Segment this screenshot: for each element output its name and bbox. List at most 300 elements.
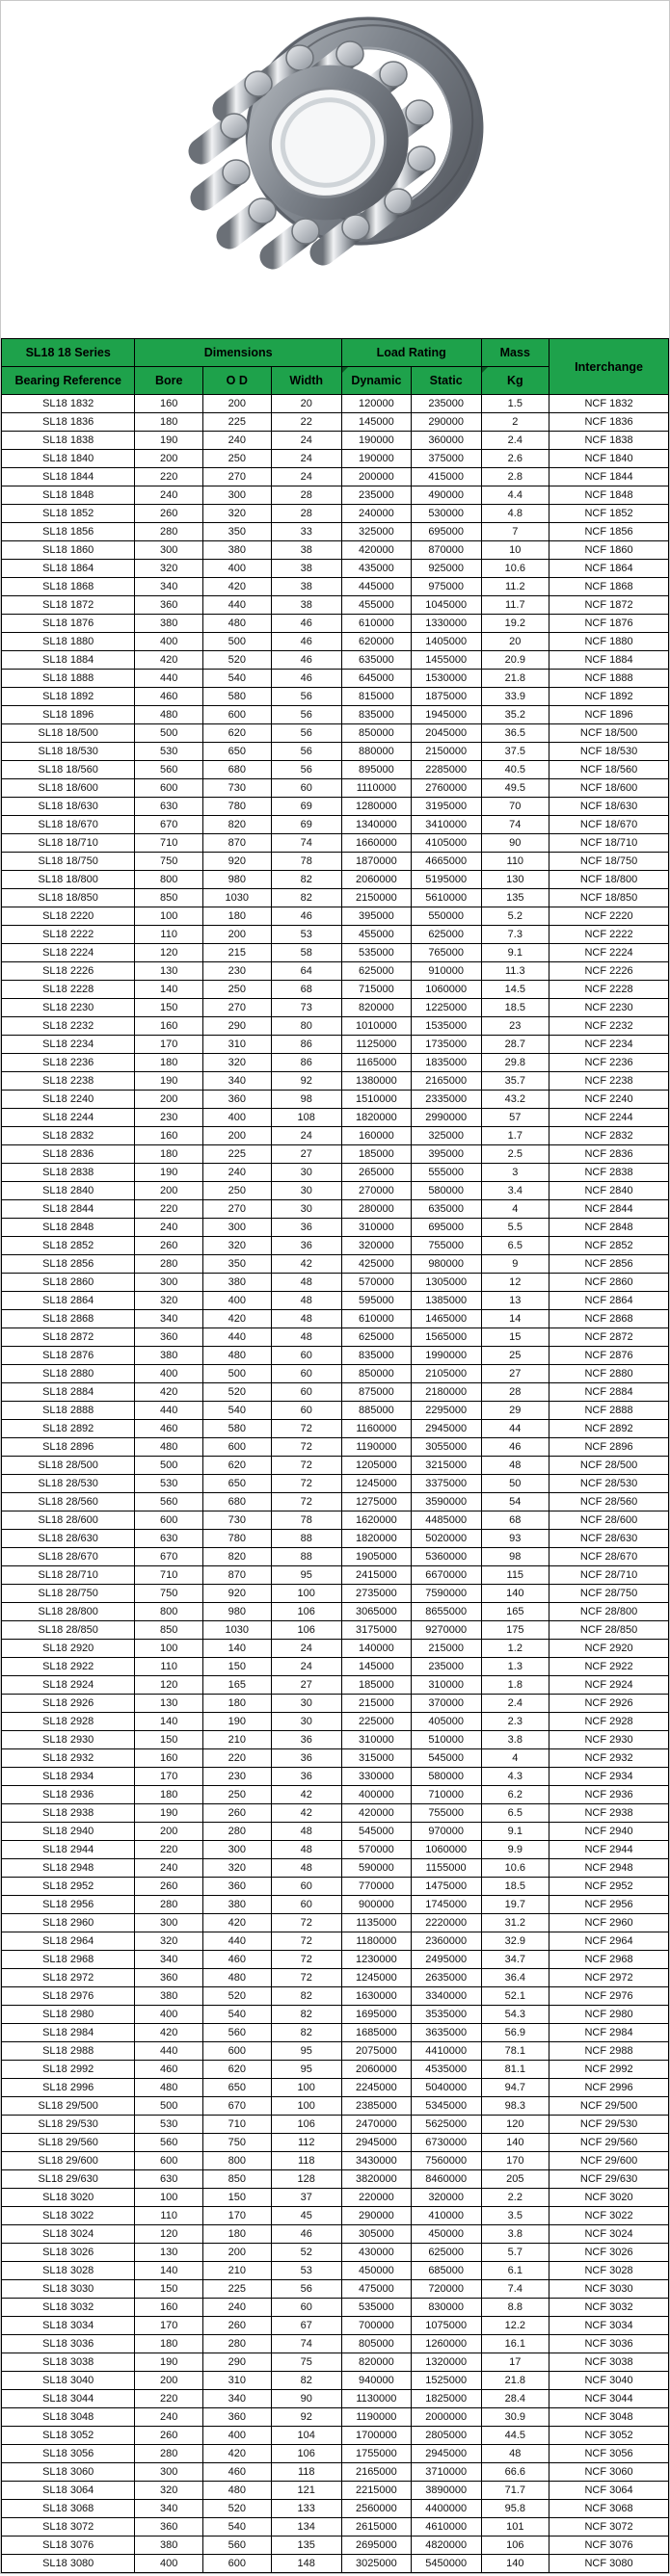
cell-kg: 120	[481, 2116, 549, 2134]
cell-interchange: NCF 2996	[549, 2079, 669, 2097]
table-row	[2, 1091, 669, 1109]
cell-interchange: NCF 2836	[549, 1145, 669, 1164]
cell-width: 72	[271, 1457, 341, 1475]
cell-static: 8655000	[411, 1603, 481, 1621]
cell-interchange: NCF 2226	[549, 962, 669, 981]
cell-interchange: NCF 2856	[549, 1255, 669, 1274]
cell-width: 36	[271, 1237, 341, 1255]
cell-interchange: NCF 2968	[549, 1951, 669, 1969]
cell-od: 200	[202, 2244, 271, 2262]
cell-dynamic: 770000	[341, 1878, 411, 1896]
cell-width: 100	[271, 2097, 341, 2116]
cell-width: 56	[271, 724, 341, 743]
cell-bearing-reference: SL18 18/500	[2, 724, 135, 743]
table-row	[2, 1731, 669, 1749]
cell-od: 980	[202, 1603, 271, 1621]
cell-od: 820	[202, 816, 271, 834]
cell-kg: 9.1	[481, 944, 549, 962]
cell-static: 1475000	[411, 1878, 481, 1896]
table-row	[2, 1768, 669, 1786]
cell-interchange: NCF 2938	[549, 1804, 669, 1823]
cell-dynamic: 3820000	[341, 2170, 411, 2189]
cell-width: 27	[271, 1676, 341, 1695]
cell-od: 260	[202, 2317, 271, 2335]
cell-bearing-reference: SL18 1884	[2, 651, 135, 670]
cell-bearing-reference: SL18 2944	[2, 1841, 135, 1859]
cell-dynamic: 185000	[341, 1145, 411, 1164]
cell-bearing-reference: SL18 28/600	[2, 1511, 135, 1530]
cell-static: 1530000	[411, 670, 481, 688]
cell-width: 60	[271, 1878, 341, 1896]
cell-static: 1305000	[411, 1274, 481, 1292]
cell-od: 440	[202, 1328, 271, 1347]
table-row	[2, 962, 669, 981]
cell-bore: 160	[135, 2299, 203, 2317]
cell-bore: 120	[135, 2225, 203, 2244]
cell-od: 360	[202, 2408, 271, 2427]
cell-bore: 480	[135, 706, 203, 724]
cell-width: 106	[271, 1603, 341, 1621]
cell-static: 490000	[411, 486, 481, 505]
cell-bearing-reference: SL18 2988	[2, 2042, 135, 2061]
table-row	[2, 1109, 669, 1127]
cell-dynamic: 1160000	[341, 1420, 411, 1438]
cell-static: 755000	[411, 1237, 481, 1255]
cell-kg: 1.7	[481, 1127, 549, 1145]
cell-interchange: NCF 1832	[549, 395, 669, 413]
cell-dynamic: 885000	[341, 1402, 411, 1420]
cell-width: 60	[271, 1896, 341, 1914]
cell-interchange: NCF 1888	[549, 670, 669, 688]
cell-interchange: NCF 1838	[549, 432, 669, 450]
cell-bearing-reference: SL18 2234	[2, 1036, 135, 1054]
cell-kg: 6.5	[481, 1804, 549, 1823]
cell-width: 92	[271, 1072, 341, 1091]
cell-width: 36	[271, 1749, 341, 1768]
cell-width: 45	[271, 2207, 341, 2225]
cell-bore: 280	[135, 2445, 203, 2463]
cell-bore: 500	[135, 2097, 203, 2116]
cell-interchange: NCF 29/600	[549, 2152, 669, 2170]
cell-static: 580000	[411, 1182, 481, 1200]
cell-od: 480	[202, 1969, 271, 1987]
cell-interchange: NCF 1852	[549, 505, 669, 523]
cell-static: 5345000	[411, 2097, 481, 2116]
cell-interchange: NCF 2888	[549, 1402, 669, 1420]
cell-interchange: NCF 2234	[549, 1036, 669, 1054]
cell-static: 235000	[411, 395, 481, 413]
cell-static: 1385000	[411, 1292, 481, 1310]
cell-bore: 200	[135, 1182, 203, 1200]
cell-od: 380	[202, 1896, 271, 1914]
cell-interchange: NCF 2880	[549, 1365, 669, 1383]
cell-kg: 7.3	[481, 926, 549, 944]
cell-static: 360000	[411, 432, 481, 450]
cell-width: 30	[271, 1182, 341, 1200]
cell-width: 82	[271, 2006, 341, 2024]
cell-od: 360	[202, 1091, 271, 1109]
cell-interchange: NCF 28/530	[549, 1475, 669, 1493]
table-row	[2, 2097, 669, 2116]
cell-kg: 14	[481, 1310, 549, 1328]
cell-bearing-reference: SL18 2232	[2, 1017, 135, 1036]
cell-interchange: NCF 18/530	[549, 743, 669, 761]
cell-od: 320	[202, 1054, 271, 1072]
cell-width: 112	[271, 2134, 341, 2152]
cell-kg: 43.2	[481, 1091, 549, 1109]
cell-width: 60	[271, 779, 341, 798]
cell-interchange: NCF 2992	[549, 2061, 669, 2079]
cell-static: 695000	[411, 523, 481, 541]
cell-interchange: NCF 2228	[549, 981, 669, 999]
table-row	[2, 1237, 669, 1255]
cell-od: 580	[202, 1420, 271, 1438]
cell-width: 69	[271, 798, 341, 816]
cell-bearing-reference: SL18 2922	[2, 1658, 135, 1676]
cell-bearing-reference: SL18 2948	[2, 1859, 135, 1878]
cell-od: 420	[202, 2445, 271, 2463]
cell-interchange: NCF 2922	[549, 1658, 669, 1676]
cell-dynamic: 445000	[341, 578, 411, 596]
cell-bore: 800	[135, 871, 203, 889]
cell-width: 24	[271, 468, 341, 486]
cell-bearing-reference: SL18 2848	[2, 1219, 135, 1237]
cell-od: 540	[202, 1402, 271, 1420]
cell-dynamic: 1660000	[341, 834, 411, 853]
cell-bearing-reference: SL18 18/670	[2, 816, 135, 834]
cell-static: 1260000	[411, 2335, 481, 2353]
cell-kg: 70	[481, 798, 549, 816]
cell-od: 200	[202, 926, 271, 944]
cell-bore: 460	[135, 2061, 203, 2079]
cell-width: 88	[271, 1548, 341, 1566]
cell-bearing-reference: SL18 2852	[2, 1237, 135, 1255]
cell-bearing-reference: SL18 18/750	[2, 853, 135, 871]
cell-bearing-reference: SL18 29/560	[2, 2134, 135, 2152]
cell-bore: 180	[135, 1145, 203, 1164]
table-row	[2, 2408, 669, 2427]
cell-bearing-reference: SL18 2240	[2, 1091, 135, 1109]
cell-dynamic: 2075000	[341, 2042, 411, 2061]
cell-kg: 4	[481, 1749, 549, 1768]
cell-interchange: NCF 2892	[549, 1420, 669, 1438]
cell-dynamic: 1010000	[341, 1017, 411, 1036]
cell-kg: 7.4	[481, 2280, 549, 2299]
table-row	[2, 1603, 669, 1621]
cell-od: 310	[202, 2372, 271, 2390]
cell-bearing-reference: SL18 1852	[2, 505, 135, 523]
cell-static: 550000	[411, 907, 481, 926]
cell-kg: 74	[481, 816, 549, 834]
table-row	[2, 724, 669, 743]
table-row	[2, 541, 669, 560]
cell-static: 980000	[411, 1255, 481, 1274]
cell-od: 380	[202, 541, 271, 560]
cell-dynamic: 820000	[341, 2353, 411, 2372]
cell-width: 46	[271, 633, 341, 651]
table-row	[2, 981, 669, 999]
cell-od: 420	[202, 578, 271, 596]
cell-static: 710000	[411, 1786, 481, 1804]
cell-dynamic: 3025000	[341, 2555, 411, 2573]
cell-kg: 9.1	[481, 1823, 549, 1841]
cell-dynamic: 1190000	[341, 1438, 411, 1457]
cell-interchange: NCF 1892	[549, 688, 669, 706]
cell-bearing-reference: SL18 2228	[2, 981, 135, 999]
cell-od: 250	[202, 1182, 271, 1200]
cell-bore: 420	[135, 651, 203, 670]
cell-bore: 170	[135, 1768, 203, 1786]
table-row	[2, 2427, 669, 2445]
cell-static: 2635000	[411, 1969, 481, 1987]
cell-kg: 57	[481, 1109, 549, 1127]
cell-bearing-reference: SL18 2876	[2, 1347, 135, 1365]
cell-bearing-reference: SL18 1860	[2, 541, 135, 560]
cell-dynamic: 315000	[341, 1749, 411, 1768]
table-row	[2, 1438, 669, 1457]
cell-bore: 130	[135, 2244, 203, 2262]
cell-dynamic: 2245000	[341, 2079, 411, 2097]
cell-kg: 4.3	[481, 1768, 549, 1786]
table-row	[2, 1292, 669, 1310]
table-row	[2, 413, 669, 432]
cell-width: 134	[271, 2518, 341, 2537]
cell-interchange: NCF 28/750	[549, 1585, 669, 1603]
cell-bore: 420	[135, 1383, 203, 1402]
cell-dynamic: 645000	[341, 670, 411, 688]
cell-bearing-reference: SL18 1864	[2, 560, 135, 578]
cell-width: 118	[271, 2152, 341, 2170]
cell-width: 46	[271, 651, 341, 670]
cell-od: 650	[202, 2079, 271, 2097]
cell-dynamic: 420000	[341, 1804, 411, 1823]
cell-bearing-reference: SL18 2872	[2, 1328, 135, 1347]
cell-interchange: NCF 2980	[549, 2006, 669, 2024]
cell-od: 220	[202, 1749, 271, 1768]
cell-static: 410000	[411, 2207, 481, 2225]
cell-kg: 95.8	[481, 2500, 549, 2518]
cell-bore: 480	[135, 2079, 203, 2097]
cell-od: 600	[202, 706, 271, 724]
cell-od: 780	[202, 1530, 271, 1548]
cell-interchange: NCF 18/670	[549, 816, 669, 834]
table-row	[2, 2116, 669, 2134]
cell-width: 64	[271, 962, 341, 981]
cell-bearing-reference: SL18 2832	[2, 1127, 135, 1145]
cell-od: 300	[202, 1841, 271, 1859]
cell-static: 375000	[411, 450, 481, 468]
cell-kg: 115	[481, 1566, 549, 1585]
cell-od: 580	[202, 688, 271, 706]
cell-kg: 2.3	[481, 1713, 549, 1731]
col-header-bore: Bore	[135, 367, 203, 395]
cell-od: 290	[202, 1017, 271, 1036]
cell-bore: 420	[135, 2024, 203, 2042]
cell-width: 72	[271, 1475, 341, 1493]
cell-width: 95	[271, 2042, 341, 2061]
cell-dynamic: 190000	[341, 432, 411, 450]
cell-static: 2295000	[411, 1402, 481, 1420]
cell-dynamic: 1280000	[341, 798, 411, 816]
cell-width: 60	[271, 1347, 341, 1365]
cell-dynamic: 160000	[341, 1127, 411, 1145]
cell-kg: 175	[481, 1621, 549, 1640]
cell-dynamic: 715000	[341, 981, 411, 999]
cell-bore: 360	[135, 1328, 203, 1347]
cell-interchange: NCF 2838	[549, 1164, 669, 1182]
cell-od: 225	[202, 1145, 271, 1164]
cell-kg: 12	[481, 1274, 549, 1292]
cell-od: 620	[202, 724, 271, 743]
cell-width: 98	[271, 1091, 341, 1109]
cell-kg: 3.8	[481, 1731, 549, 1749]
cell-dynamic: 430000	[341, 2244, 411, 2262]
cell-od: 480	[202, 2482, 271, 2500]
cell-bearing-reference: SL18 28/500	[2, 1457, 135, 1475]
table-row	[2, 1457, 669, 1475]
cell-interchange: NCF 1868	[549, 578, 669, 596]
table-row	[2, 2463, 669, 2482]
cell-dynamic: 1245000	[341, 1969, 411, 1987]
cell-interchange: NCF 18/560	[549, 761, 669, 779]
cell-od: 500	[202, 1365, 271, 1383]
cell-bearing-reference: SL18 1892	[2, 688, 135, 706]
table-row	[2, 633, 669, 651]
cell-interchange: NCF 28/630	[549, 1530, 669, 1548]
cell-bearing-reference: SL18 1848	[2, 486, 135, 505]
cell-od: 140	[202, 1640, 271, 1658]
cell-kg: 140	[481, 2134, 549, 2152]
cell-kg: 1.2	[481, 1640, 549, 1658]
table-row	[2, 1987, 669, 2006]
cell-width: 90	[271, 2390, 341, 2408]
cell-od: 620	[202, 1457, 271, 1475]
cell-bore: 160	[135, 1017, 203, 1036]
cell-dynamic: 1820000	[341, 1109, 411, 1127]
cell-kg: 29.8	[481, 1054, 549, 1072]
cell-bore: 530	[135, 2116, 203, 2134]
table-row	[2, 1951, 669, 1969]
cell-od: 670	[202, 2097, 271, 2116]
cell-dynamic: 1630000	[341, 1987, 411, 2006]
cell-od: 240	[202, 432, 271, 450]
cell-kg: 81.1	[481, 2061, 549, 2079]
cell-dynamic: 455000	[341, 926, 411, 944]
cell-static: 3635000	[411, 2024, 481, 2042]
cell-dynamic: 620000	[341, 633, 411, 651]
cell-width: 135	[271, 2537, 341, 2555]
cell-bore: 440	[135, 670, 203, 688]
cell-interchange: NCF 2976	[549, 1987, 669, 2006]
cell-bearing-reference: SL18 2860	[2, 1274, 135, 1292]
cell-dynamic: 1820000	[341, 1530, 411, 1548]
cell-bearing-reference: SL18 2222	[2, 926, 135, 944]
cell-static: 2150000	[411, 743, 481, 761]
cell-interchange: NCF 2868	[549, 1310, 669, 1328]
cell-static: 695000	[411, 1219, 481, 1237]
table-row	[2, 2189, 669, 2207]
table-row	[2, 926, 669, 944]
cell-dynamic: 145000	[341, 413, 411, 432]
cell-static: 1525000	[411, 2372, 481, 2390]
cell-dynamic: 820000	[341, 999, 411, 1017]
cell-bearing-reference: SL18 1868	[2, 578, 135, 596]
cell-static: 1565000	[411, 1328, 481, 1347]
cell-static: 310000	[411, 1676, 481, 1695]
cell-kg: 170	[481, 2152, 549, 2170]
table-row	[2, 1749, 669, 1768]
cell-bearing-reference: SL18 2976	[2, 1987, 135, 2006]
cell-static: 4105000	[411, 834, 481, 853]
cell-static: 2360000	[411, 1932, 481, 1951]
cell-od: 250	[202, 1786, 271, 1804]
cell-kg: 9.9	[481, 1841, 549, 1859]
cell-od: 480	[202, 615, 271, 633]
cell-width: 48	[271, 1328, 341, 1347]
cell-interchange: NCF 2884	[549, 1383, 669, 1402]
cell-interchange: NCF 2930	[549, 1731, 669, 1749]
cell-width: 72	[271, 1493, 341, 1511]
cell-width: 53	[271, 926, 341, 944]
cell-interchange: NCF 28/600	[549, 1511, 669, 1530]
cell-interchange: NCF 2896	[549, 1438, 669, 1457]
cell-static: 1045000	[411, 596, 481, 615]
cell-od: 730	[202, 1511, 271, 1530]
cell-dynamic: 290000	[341, 2207, 411, 2225]
cell-interchange: NCF 1860	[549, 541, 669, 560]
cell-static: 3890000	[411, 2482, 481, 2500]
cell-od: 520	[202, 2500, 271, 2518]
cell-kg: 18.5	[481, 999, 549, 1017]
cell-kg: 32.9	[481, 1932, 549, 1951]
table-row	[2, 450, 669, 468]
table-row	[2, 1585, 669, 1603]
cell-od: 270	[202, 468, 271, 486]
cell-kg: 106	[481, 2537, 549, 2555]
cell-static: 3195000	[411, 798, 481, 816]
cell-bore: 630	[135, 2170, 203, 2189]
cell-kg: 14.5	[481, 981, 549, 999]
cell-width: 48	[271, 1823, 341, 1841]
cell-bearing-reference: SL18 1838	[2, 432, 135, 450]
cell-kg: 27	[481, 1365, 549, 1383]
cell-kg: 19.2	[481, 615, 549, 633]
cell-kg: 1.8	[481, 1676, 549, 1695]
cell-interchange: NCF 3072	[549, 2518, 669, 2537]
table-row	[2, 1823, 669, 1841]
cell-width: 82	[271, 2372, 341, 2390]
cell-kg: 29	[481, 1402, 549, 1420]
cell-od: 540	[202, 670, 271, 688]
cell-interchange: NCF 3076	[549, 2537, 669, 2555]
cell-interchange: NCF 29/530	[549, 2116, 669, 2134]
cell-bearing-reference: SL18 2864	[2, 1292, 135, 1310]
cell-od: 680	[202, 761, 271, 779]
cell-static: 235000	[411, 1658, 481, 1676]
cell-bore: 100	[135, 1640, 203, 1658]
mass-group-header: Mass	[481, 339, 549, 367]
cell-kg: 35.7	[481, 1072, 549, 1091]
cell-kg: 130	[481, 871, 549, 889]
cell-bearing-reference: SL18 3028	[2, 2262, 135, 2280]
cell-bearing-reference: SL18 3026	[2, 2244, 135, 2262]
cell-kg: 37.5	[481, 743, 549, 761]
cell-bore: 400	[135, 633, 203, 651]
cell-bearing-reference: SL18 3036	[2, 2335, 135, 2353]
table-row	[2, 1274, 669, 1292]
cell-static: 4610000	[411, 2518, 481, 2537]
cell-static: 5625000	[411, 2116, 481, 2134]
